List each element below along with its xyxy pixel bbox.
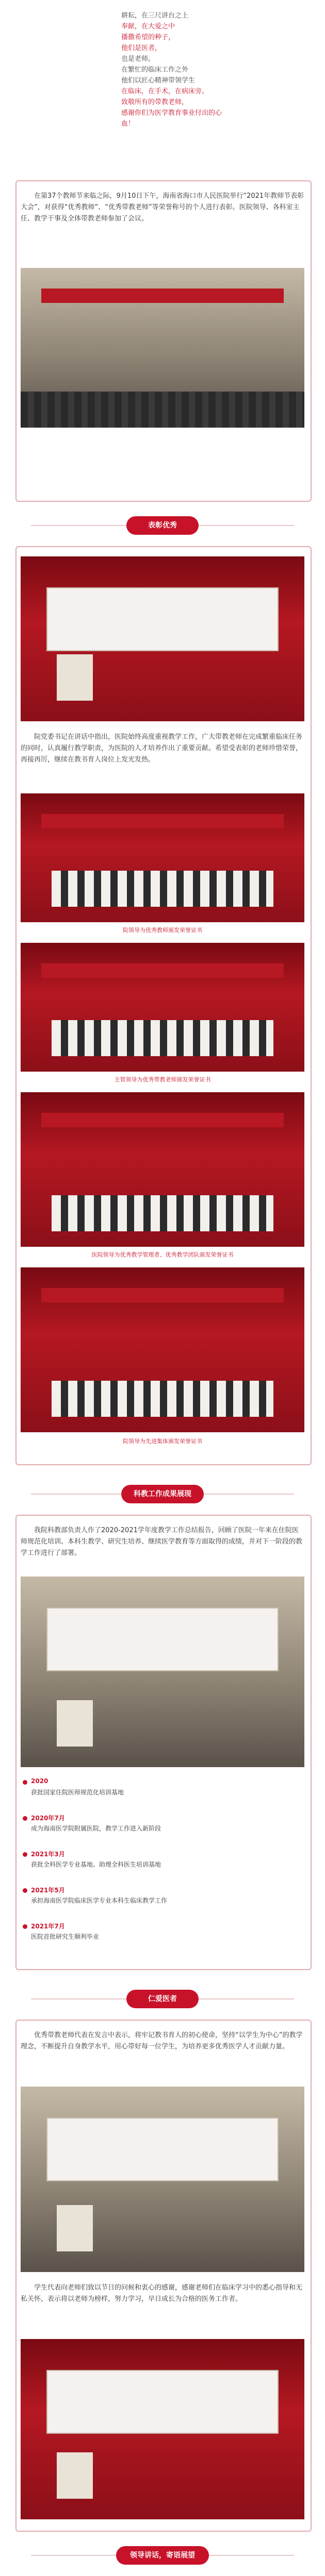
poem-line: 也是老师。: [121, 55, 155, 63]
poem-line: 他们是医者，: [121, 44, 162, 52]
timeline-year: 2021年7月: [31, 1923, 65, 1930]
timeline-dot: [23, 1924, 27, 1929]
photo-caption: 主管领导为优秀带教老师颁发荣誉证书: [114, 1076, 211, 1083]
podium: [57, 654, 93, 701]
commend-paragraph: 院党委书记在讲话中指出，医院始终高度重视教学工作，广大带教老师在完成繁重临床任务的同时，认真履行教学职责，为医院的人才培养作出了重要贡献。希望受表彰的老师珍惜荣誉，再接再厉，继续在教书育人岗位上发光发热。: [21, 733, 303, 764]
section-title: 领导讲话，寄语展望: [116, 2546, 209, 2565]
hall-banner: [41, 289, 284, 303]
poem-line: 奉献，在大爱之中: [121, 23, 175, 30]
timeline-year: 2021年3月: [31, 1851, 65, 1858]
stage-banner: [41, 814, 284, 828]
intro-poem: [121, 10, 224, 129]
timeline-text: 承担海南医学院临床医学专业本科生临床教学工作: [31, 1897, 168, 1904]
timeline-year: 2020年7月: [31, 1815, 65, 1822]
timeline-dot: [23, 1888, 27, 1893]
photo-speaker-podium: [21, 556, 304, 721]
section-title: 仁爱医者: [126, 1990, 199, 2008]
photo-caption: 院领导为优秀教师颁发荣誉证书: [123, 927, 202, 934]
timeline-dot: [23, 1780, 27, 1785]
presentation-screen: [46, 2117, 279, 2181]
timeline-text: 医院首批研究生顺利毕业: [31, 1933, 100, 1940]
intro-poem-section: [0, 0, 325, 185]
section-header-commend: [0, 510, 325, 541]
poem-line: 在繁忙的临床工作之外: [121, 66, 189, 74]
poem-line: 在临床，在手术，在病床旁。: [121, 88, 209, 95]
stage-banner: [41, 1288, 284, 1302]
timeline-year: 2020: [31, 1777, 48, 1785]
honor-paragraph: 优秀带教老师代表在发言中表示，将牢记教书育人的初心使命，坚持“以学生为中心”的教学理念，不断提升自身教学水平，用心带好每一位学生，为培养更多优秀医学人才贡献力量。: [21, 2031, 303, 2050]
timeline-dot: [23, 1816, 27, 1821]
photo-award-3: [21, 1092, 304, 1247]
podium: [57, 2205, 93, 2251]
presentation-screen: [46, 2370, 279, 2434]
timeline-text: 获批国家住院医师规范化培训基地: [31, 1789, 124, 1796]
honor-paragraph-2: 学生代表向老师们致以节日的问候和衷心的感谢，感谢老师们在临床学习中的悉心指导和无私关怀，表示将以老师为榜样，努力学习，早日成长为合格的医务工作者。: [21, 2284, 303, 2303]
poem-line: 耕耘，在三尺讲台之上: [121, 12, 189, 20]
podium: [57, 2452, 93, 2499]
stage-screen: [46, 587, 279, 651]
section-header-leaders: [0, 2540, 325, 2571]
section-header-honor: [0, 1984, 325, 2014]
poem-line: 致敬所有的带教老师，: [121, 98, 189, 106]
award-recipients: [52, 1195, 273, 1231]
poem-line: 他们以匠心精神带领学生: [121, 77, 196, 84]
photo-award-4: [21, 1267, 304, 1432]
stage-banner: [41, 963, 284, 978]
poem-line: 播撒希望的种子，: [121, 33, 175, 41]
timeline-year: 2021年5月: [31, 1887, 65, 1894]
photo-meeting-hall: [21, 268, 304, 428]
award-recipients: [52, 871, 273, 907]
photo-teacher-speech: [21, 2087, 304, 2272]
photo-award-1: [21, 793, 304, 922]
teaching-paragraph: 我院科教部负责人作了2020-2021学年度教学工作总结报告，回顾了医院一年来在住院医师规范化培训、本科生教学、研究生培养、继续医学教育等方面取得的成绩，并对下一阶段的教学工作进行了部署。: [21, 1527, 303, 1557]
timeline-dot: [23, 1852, 27, 1857]
section-header-teaching: [0, 1479, 325, 1510]
section-title: 科教工作成果展现: [121, 1485, 204, 1503]
timeline-text: 获批全科医学专业基地、助理全科医生培训基地: [31, 1861, 161, 1868]
presentation-screen: [46, 1607, 279, 1671]
photo-caption: 医院领导为优秀教学管理者、优秀教学团队颁发荣誉证书: [91, 1251, 234, 1258]
award-recipients: [52, 1020, 273, 1056]
stage-banner: [41, 1113, 284, 1127]
photo-report: [21, 1577, 304, 1767]
photo-caption: 院领导为先进集体颁发荣誉证书: [123, 1438, 202, 1445]
audience: [21, 392, 304, 428]
photo-student-speech: [21, 2339, 304, 2519]
photo-award-2: [21, 943, 304, 1072]
podium: [57, 1700, 93, 1747]
timeline-text: 成为海南医学院附属医院，教学工作进入新阶段: [31, 1825, 161, 1832]
award-recipients: [52, 1381, 273, 1417]
section-title: 表彰优秀: [126, 516, 199, 535]
opening-paragraph: 在第37个教师节来临之际，9月10日下午，海南省海口市人民医院举行“2021年教师节表彰大会”，对获得“优秀教师”、“优秀带教老师”等荣誉称号的个人进行表彰。医院领导、各科室主任、教学干事及全体带教老师参加了会议。: [21, 192, 304, 223]
poem-line: 感谢你们为医学教育事业付出的心血！: [121, 109, 222, 128]
